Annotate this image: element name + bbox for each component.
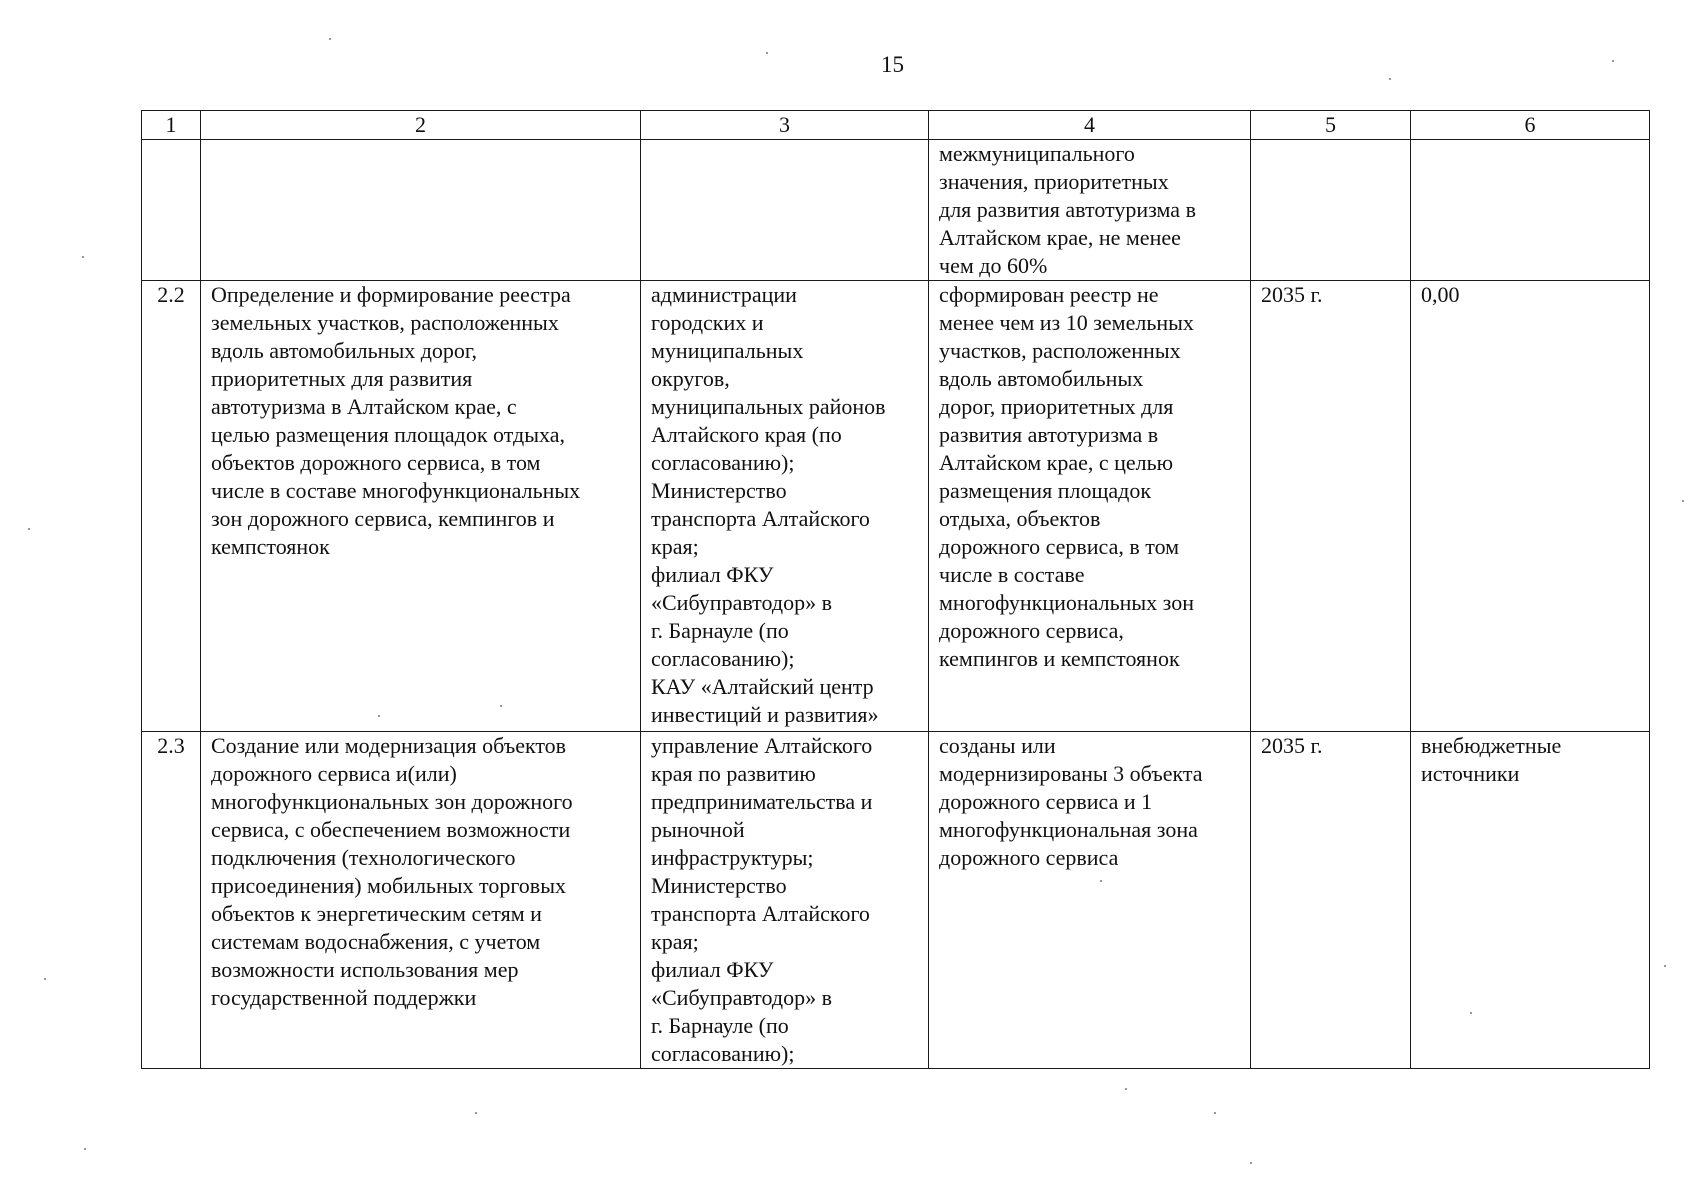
measure-cell — [201, 140, 641, 281]
funding-cell: 0,00 — [1411, 281, 1650, 732]
measure-cell: Определение и формирование реестра земельных участков, расположенных вдоль автомобильных дорог, приоритетных для развития автотуризма в Алтайском крае, с целью размещения площадок отдыха, объектов дорожного сервиса, в том числе в составе многофункциональных зон дорожного сервиса, кемпингов и кемпстоянок — [201, 281, 641, 732]
scan-speck — [84, 1148, 86, 1150]
executors-cell — [641, 140, 929, 281]
scan-speck — [329, 38, 331, 40]
table-row — [142, 281, 1650, 732]
scan-speck — [28, 528, 30, 530]
scan-speck — [1389, 78, 1391, 80]
scan-speck — [766, 52, 768, 54]
executors-cell: администрации городских и муниципальных округов, муниципальных районов Алтайского края (по согласованию); Министерство транспорта Алтайского края; филиал ФКУ «Сибуправтодор» в г. Барнауле (по согласованию); КАУ «Алтайский центр инвестиций и развития» — [641, 281, 929, 732]
table-header-row — [142, 111, 1650, 140]
row-number-cell: 2.3 — [142, 732, 201, 1069]
column-header: 1 — [142, 111, 201, 140]
scan-speck — [1250, 1162, 1252, 1164]
deadline-cell: 2035 г. — [1251, 732, 1411, 1069]
measure-cell: Создание или модернизация объектов дорожного сервиса и(или) многофункциональных зон дорожного сервиса, с обеспечением возможности подключения (технологического присоединения) мобильных торговых объектов к энергетическим сетям и системам водоснабжения, с учетом возможности использования мер государственной поддержки — [201, 732, 641, 1069]
row-number-cell: 2.2 — [142, 281, 201, 732]
plan-table — [141, 110, 1650, 1069]
result-cell: сформирован реестр не менее чем из 10 земельных участков, расположенных вдоль автомобильных дорог, приоритетных для развития автотуризма в Алтайском крае, с целью размещения площадок отдыха, объектов дорожного сервиса, в том числе в составе многофункциональных зон дорожного сервиса, кемпингов и кемпстоянок — [929, 281, 1251, 732]
scan-speck — [378, 715, 380, 717]
scan-speck — [475, 1112, 477, 1114]
deadline-cell — [1251, 140, 1411, 281]
scan-speck — [1682, 500, 1684, 502]
scan-speck — [500, 705, 502, 707]
page-number: 15 — [881, 52, 904, 77]
funding-cell: внебюджетные источники — [1411, 732, 1650, 1069]
column-header: 6 — [1411, 111, 1650, 140]
scan-speck — [1100, 880, 1102, 882]
scan-speck — [44, 978, 46, 980]
scan-speck — [1214, 1112, 1216, 1114]
scan-speck — [1125, 1088, 1127, 1090]
executors-cell: управление Алтайского края по развитию предпринимательства и рыночной инфраструктуры; Министерство транспорта Алтайского края; филиал ФКУ «Сибуправтодор» в г. Барнауле (по согласованию); — [641, 732, 929, 1069]
deadline-cell: 2035 г. — [1251, 281, 1411, 732]
column-header: 5 — [1251, 111, 1411, 140]
scan-speck — [82, 256, 84, 258]
table-row — [142, 732, 1650, 1069]
column-header: 4 — [929, 111, 1251, 140]
scan-speck — [1612, 60, 1614, 62]
result-cell: межмуниципального значения, приоритетных для развития автотуризма в Алтайском крае, не менее чем до 60% — [929, 140, 1251, 281]
funding-cell — [1411, 140, 1650, 281]
scan-speck — [1470, 1012, 1472, 1014]
row-number-cell — [142, 140, 201, 281]
column-header: 3 — [641, 111, 929, 140]
table-row — [142, 140, 1650, 281]
scan-speck — [1664, 965, 1666, 967]
column-header: 2 — [201, 111, 641, 140]
result-cell: созданы или модернизированы 3 объекта дорожного сервиса и 1 многофункциональная зона дорожного сервиса — [929, 732, 1251, 1069]
